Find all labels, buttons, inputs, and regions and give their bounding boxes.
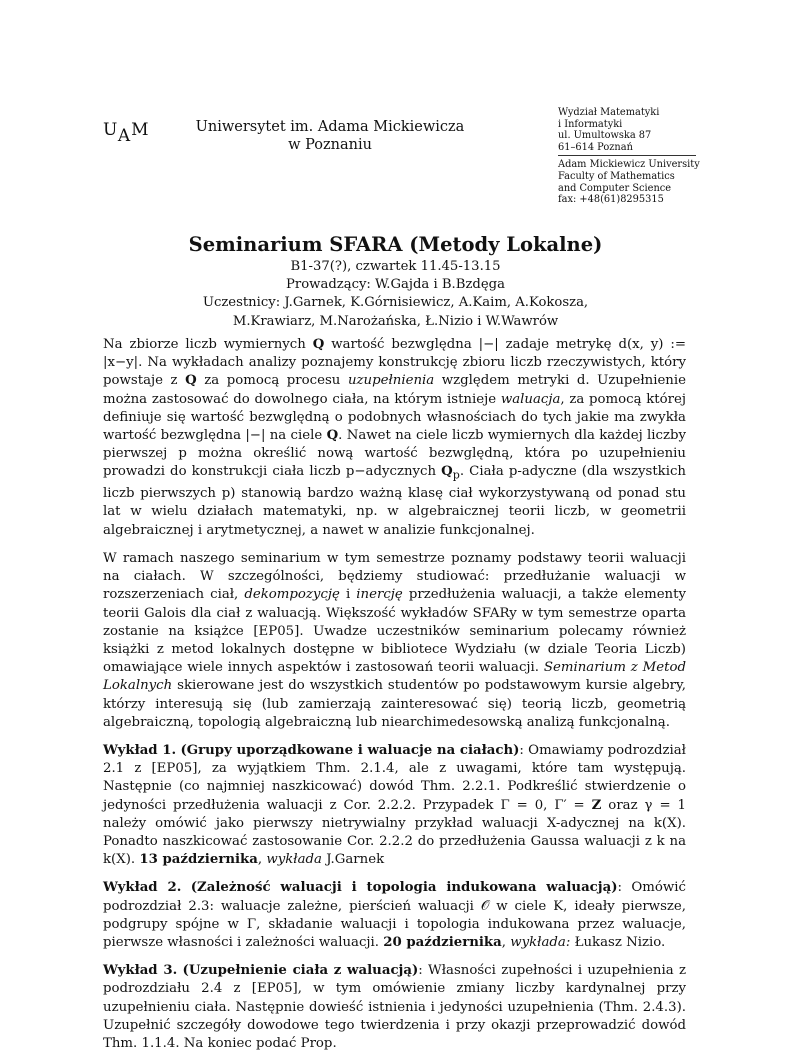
- address-en-line: and Computer Science: [558, 182, 672, 194]
- lecture-2: Wykład 2. (Zależność waluacji i topologia indukowana waluacją): Omówić podrozdział 2.3: waluacje zależne, pierścień waluacji 𝒪 w ciele K, ideały pierwsze, podgrupy spójne w Γ, składanie waluacji i topologia indukowana przez waluacje, pierwsze własności i zależności waluacji. 20 października, wykłada: Łukasz Nizio.: [103, 880, 687, 950]
- participants-line2: M.Krawiarz, M.Narożańska, Ł.Nizio i W.Wawrów: [232, 313, 559, 329]
- address-en-line: Faculty of Mathematics: [558, 170, 675, 182]
- faculty-address: [558, 107, 700, 206]
- page-title: Seminarium SFARA (Metody Lokalne): [188, 233, 603, 256]
- seminar-meta: [0, 258, 791, 331]
- document-body: [103, 336, 686, 1063]
- university-line2: w Poznaniu: [288, 137, 372, 153]
- address-pl-line: Wydział Matematyki: [558, 107, 660, 118]
- intro-paragraph: Na zbiorze liczb wymiernych Q wartość bezwględna |−| zadaje metrykę d(x, y) := |x−y|. Na wykładach analizy poznajemy konstrukcję zbioru liczb rzeczywistych, który powstaje z Q za pomocą procesu uzupełnienia względem metryki d. Uzupełnienie można zastosować do dowolnego ciała, na którym istnieje waluacja, za pomocą której definiuje się wartość bezwględną o podobnych własnościach do tych jakie ma zwykła wartość bezwględna |−| na ciele Q. Nawet na ciele liczb wymiernych dla każdej liczby pierwszej p można określić nową wartość bezwględną, która po uzupełnieniu prowadzi do konstrukcji ciała liczb p−adycznych $Q_p$. Ciała p-adyczne (dla wszystkich liczb pierwszych p) stanowią bardzo ważną klasę ciał wykorzystywaną od ponad stu lat w wielu działach matematyki, np. w algebraicznej teorii liczb, w geometrii algebraicznej i arytmetycznej, a nawet w analizie funkcjonalnej.: [103, 337, 686, 538]
- lecture-1: Wykład 1. (Grupy uporządkowane i waluacje na ciałach): Omawiamy podrozdział 2.1 z [EP05], za wyjątkiem Thm. 2.1.4, ale z uwagami, które tam występują. Następnie (co najmniej naszkicować) dowód Thm. 2.2.1. Podkreślić stwierdzenie o jedyności przedłużenia waluacji z Cor. 2.2.2. Przypadek Γ = 0, Γ′ = Z oraz γ = 1 należy omówić jako pierwszy nietrywialny przykład waluacji X-adycznej na k(X). Ponadto naszkicować zastosowanie Cor. 2.2.2 do przedłużenia Gaussa waluacji z k na k(X). 13 października, wykłada J.Garnek: [103, 742, 686, 868]
- participants-line1: Uczestnicy: J.Garnek, K.Górnisiewicz, A.Kaim, A.Kokosza,: [202, 295, 589, 311]
- scope-paragraph: W ramach naszego seminarium w tym semestrze poznamy podstawy teorii waluacji na ciałach. W szczególności, będziemy studiować: przedłużanie waluacji w rozszerzeniach ciał, dekompozycję i inercję przedłużenia waluacji, a także elementy teorii Galois dla ciał z waluacją. Większość wykładów SFARy w tym semestrze oparta zostanie na książce [EP05]. Uwadze uczestników seminarium polecamy również książki z metod lokalnych dostępne w bibliotece Wydziału (w dziale Teoria Liczb) omawiające wiele innych aspektów i zastosowań teorii waluacji. Seminarium z Metod Lokalnych skierowane jest do wszystkich studentów po podstawowym kursie algebry, którzy interesują się (lub zamierzają zainteresować się) teorią liczb, geometrią algebraiczną, topologią algebraiczną lub niearchimedesowską analizą funkcjonalną.: [103, 550, 686, 730]
- room-time: B1-37(?), czwartek 11.45-13.15: [290, 259, 501, 274]
- lecture-3: Wykład 3. (Uzupełnienie ciała z waluacją): Własności zupełności i uzupełnienia z podrozdziału 2.4 z [EP05], w tym omówienie zmiany liczby kardynalnej przy uzupełnieniu ciała. Następnie dowieść istnienia i jedyności uzupełnienia (Thm. 2.4.3). Uzupełnić szczegóły dowodowe tego twierdzenia i przy okazji przeprowadzić dowód Thm. 1.1.4. Na koniec podać Prop.: [103, 963, 686, 1051]
- university-name: [190, 118, 470, 154]
- address-en-line: fax: +48(61)8295315: [558, 194, 664, 206]
- address-pl-line: i Informatyki: [558, 118, 623, 130]
- address-divider: [558, 155, 696, 156]
- uam-logo: UAM: [103, 120, 150, 146]
- university-line1: Uniwersytet im. Adama Mickiewicza: [195, 119, 465, 135]
- address-en-line: Adam Mickiewicz University: [558, 159, 700, 171]
- leaders: Prowadzący: W.Gajda i B.Bzdęga: [286, 277, 505, 293]
- address-pl-line: 61–614 Poznań: [558, 141, 633, 153]
- address-pl-line: ul. Umultowska 87: [558, 130, 652, 142]
